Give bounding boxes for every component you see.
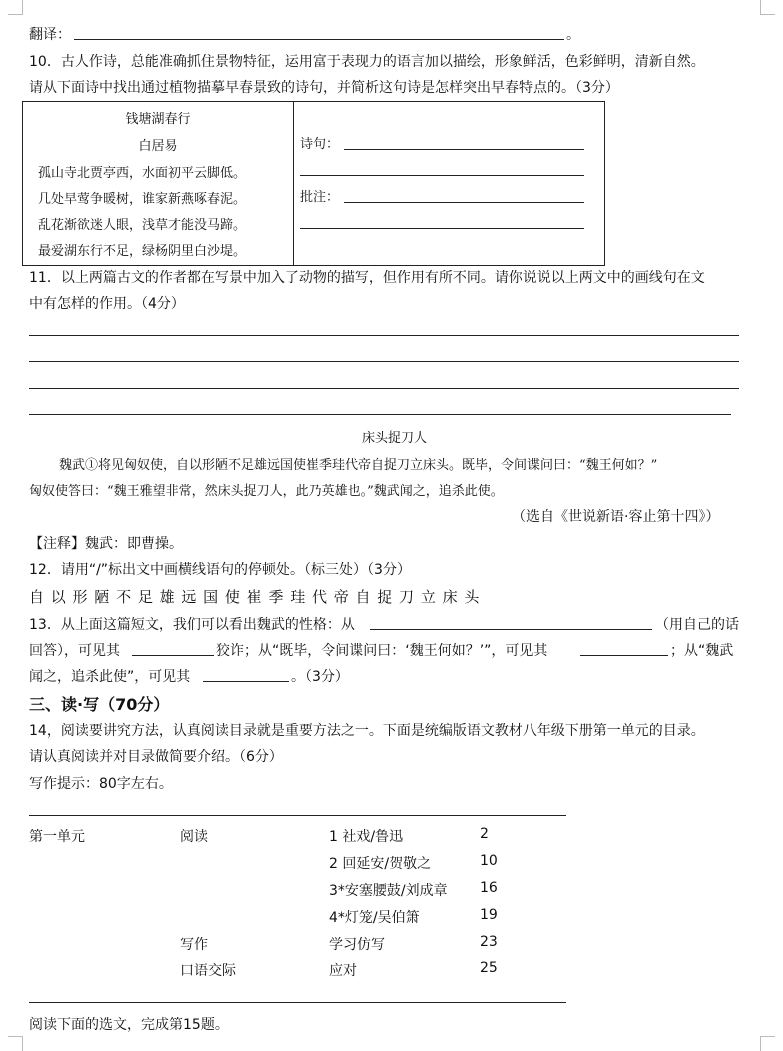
q12-sentence: 自 以 形 陋 不 足 雄 远 国 使 崔 季 珪 代 帝 自 捉 刀 立 床 头 bbox=[29, 588, 481, 606]
toc-item: 学习仿写 bbox=[329, 937, 385, 953]
poem-author: 白居易 bbox=[138, 139, 178, 154]
q10-line2: 请从下面诗中找出通过植物描摹早春景致的诗句，并简析这句诗是怎样突出早春特点的。（3分） bbox=[29, 80, 619, 96]
passage-para2: 匈奴使答曰：“魏王雅望非常，然床头捉刀人，此乃英雄也。”魏武闻之，追杀此使。 bbox=[29, 484, 504, 499]
toc-page: 23 bbox=[480, 934, 498, 950]
crop-mark-top-right bbox=[760, 0, 775, 15]
q13-line2-end: ；从“魏武 bbox=[670, 643, 734, 659]
note-answer-line[interactable] bbox=[300, 228, 584, 229]
toc-unit: 第一单元 bbox=[29, 829, 85, 845]
q13-blank-4[interactable] bbox=[203, 681, 289, 682]
toc-category: 写作 bbox=[180, 937, 208, 953]
q12-line1: 12．请用“/”标出文中画横线语句的停顿处。（标三处）（3分） bbox=[29, 562, 411, 578]
q11-answer-line[interactable] bbox=[29, 361, 739, 362]
q13-line1-end: （用自己的话 bbox=[655, 617, 739, 633]
poem-table bbox=[22, 101, 605, 266]
verse-answer-line[interactable] bbox=[344, 149, 584, 150]
toc-category: 口语交际 bbox=[180, 963, 236, 979]
crop-mark-top-left bbox=[8, 0, 23, 15]
answer-label-note: 批注： bbox=[300, 190, 340, 205]
section-3-heading: 三、读·写（70分） bbox=[29, 695, 170, 714]
q13-blank-3[interactable] bbox=[580, 655, 668, 656]
poem-line: 孤山寺北贾亭西，水面初平云脚低。 bbox=[38, 166, 247, 181]
q13-line1-start: 13．从上面这篇短文，我们可以看出魏武的性格：从 bbox=[29, 617, 355, 633]
q11-answer-line[interactable] bbox=[29, 335, 739, 336]
poem-line: 最爱湖东行不足，绿杨阴里白沙堤。 bbox=[38, 244, 247, 259]
note-answer-line[interactable] bbox=[344, 202, 584, 203]
toc-item: 1 社戏/鲁迅 bbox=[329, 829, 404, 845]
poem-cell bbox=[23, 102, 294, 266]
q14-line1: 14，阅读要讲究方法，认真阅读目录就是重要方法之一。下面是统编版语文教材八年级下册第一单元的目录。 bbox=[29, 723, 705, 739]
toc-page: 2 bbox=[480, 826, 489, 842]
poem-line: 几处早莺争暖树，谁家新燕啄春泥。 bbox=[38, 192, 247, 207]
q11-line2: 中有怎样的作用。（4分） bbox=[29, 296, 185, 312]
answer-label-verse: 诗句： bbox=[300, 137, 340, 152]
toc-item: 2 回延安/贺敬之 bbox=[329, 856, 432, 872]
q10-line1: 10．古人作诗，总能准确抓住景物特征，运用富于表现力的语言加以描绘，形象鲜活，色彩鲜明，清新自然。 bbox=[29, 54, 705, 70]
q11-answer-line[interactable] bbox=[29, 388, 739, 389]
q11-line1: 11．以上两篇古文的作者都在写景中加入了动物的描写，但作用有所不同。请你说说以上两文中的画线句在文 bbox=[29, 270, 705, 286]
q13-line3-start: 闻之，追杀此使”，可见其 bbox=[29, 669, 191, 685]
passage-title: 床头捉刀人 bbox=[362, 431, 428, 446]
toc-category: 阅读 bbox=[180, 829, 208, 845]
toc-page: 10 bbox=[480, 853, 498, 869]
toc-item: 应对 bbox=[329, 963, 357, 979]
poem-line: 乱花渐欲迷人眼，浅草才能没马蹄。 bbox=[38, 218, 247, 233]
q14-hint: 写作提示：80字左右。 bbox=[29, 776, 173, 792]
toc-bottom-rule bbox=[29, 1002, 566, 1003]
q11-answer-line[interactable] bbox=[29, 414, 731, 415]
toc-item: 4*灯笼/吴伯箫 bbox=[329, 910, 420, 926]
toc-page: 19 bbox=[480, 907, 498, 923]
poem-title: 钱塘湖春行 bbox=[125, 112, 191, 127]
q13-line2-mid: 狡诈；从“既毕，令间谍问曰：‘魏王何如？’”，可见其 bbox=[216, 643, 548, 659]
toc-page: 16 bbox=[480, 880, 498, 896]
q15-intro: 阅读下面的选文，完成第15题。 bbox=[29, 1017, 229, 1033]
toc-top-rule bbox=[29, 815, 566, 816]
verse-answer-line[interactable] bbox=[300, 175, 584, 176]
crop-mark-bottom-left bbox=[8, 1036, 23, 1051]
translation-label: 翻译： bbox=[29, 27, 71, 43]
translation-end: 。 bbox=[566, 27, 580, 43]
q13-blank-1[interactable] bbox=[370, 629, 652, 630]
q13-line2-start: 回答），可见其 bbox=[29, 643, 120, 659]
toc-item: 3*安塞腰鼓/刘成章 bbox=[329, 883, 448, 899]
passage-para1: 魏武①将见匈奴使，自以形陋不足雄远国使崔季珪代帝自捉刀立床头。既毕，令间谍问曰：“魏王何如？” bbox=[59, 458, 658, 473]
answer-cell bbox=[294, 102, 605, 266]
q14-line2: 请认真阅读并对目录做简要介绍。（6分） bbox=[29, 749, 283, 765]
crop-mark-bottom-right bbox=[760, 1036, 775, 1051]
passage-note: 【注释】魏武：即曹操。 bbox=[29, 536, 183, 552]
q13-blank-2[interactable] bbox=[132, 655, 214, 656]
passage-source: （选自《世说新语·容止第十四》） bbox=[512, 509, 720, 525]
translation-answer-line[interactable] bbox=[74, 39, 564, 40]
q13-line3-end: 。（3分） bbox=[291, 669, 349, 685]
poem-body bbox=[38, 161, 293, 265]
toc-page: 25 bbox=[480, 960, 498, 976]
